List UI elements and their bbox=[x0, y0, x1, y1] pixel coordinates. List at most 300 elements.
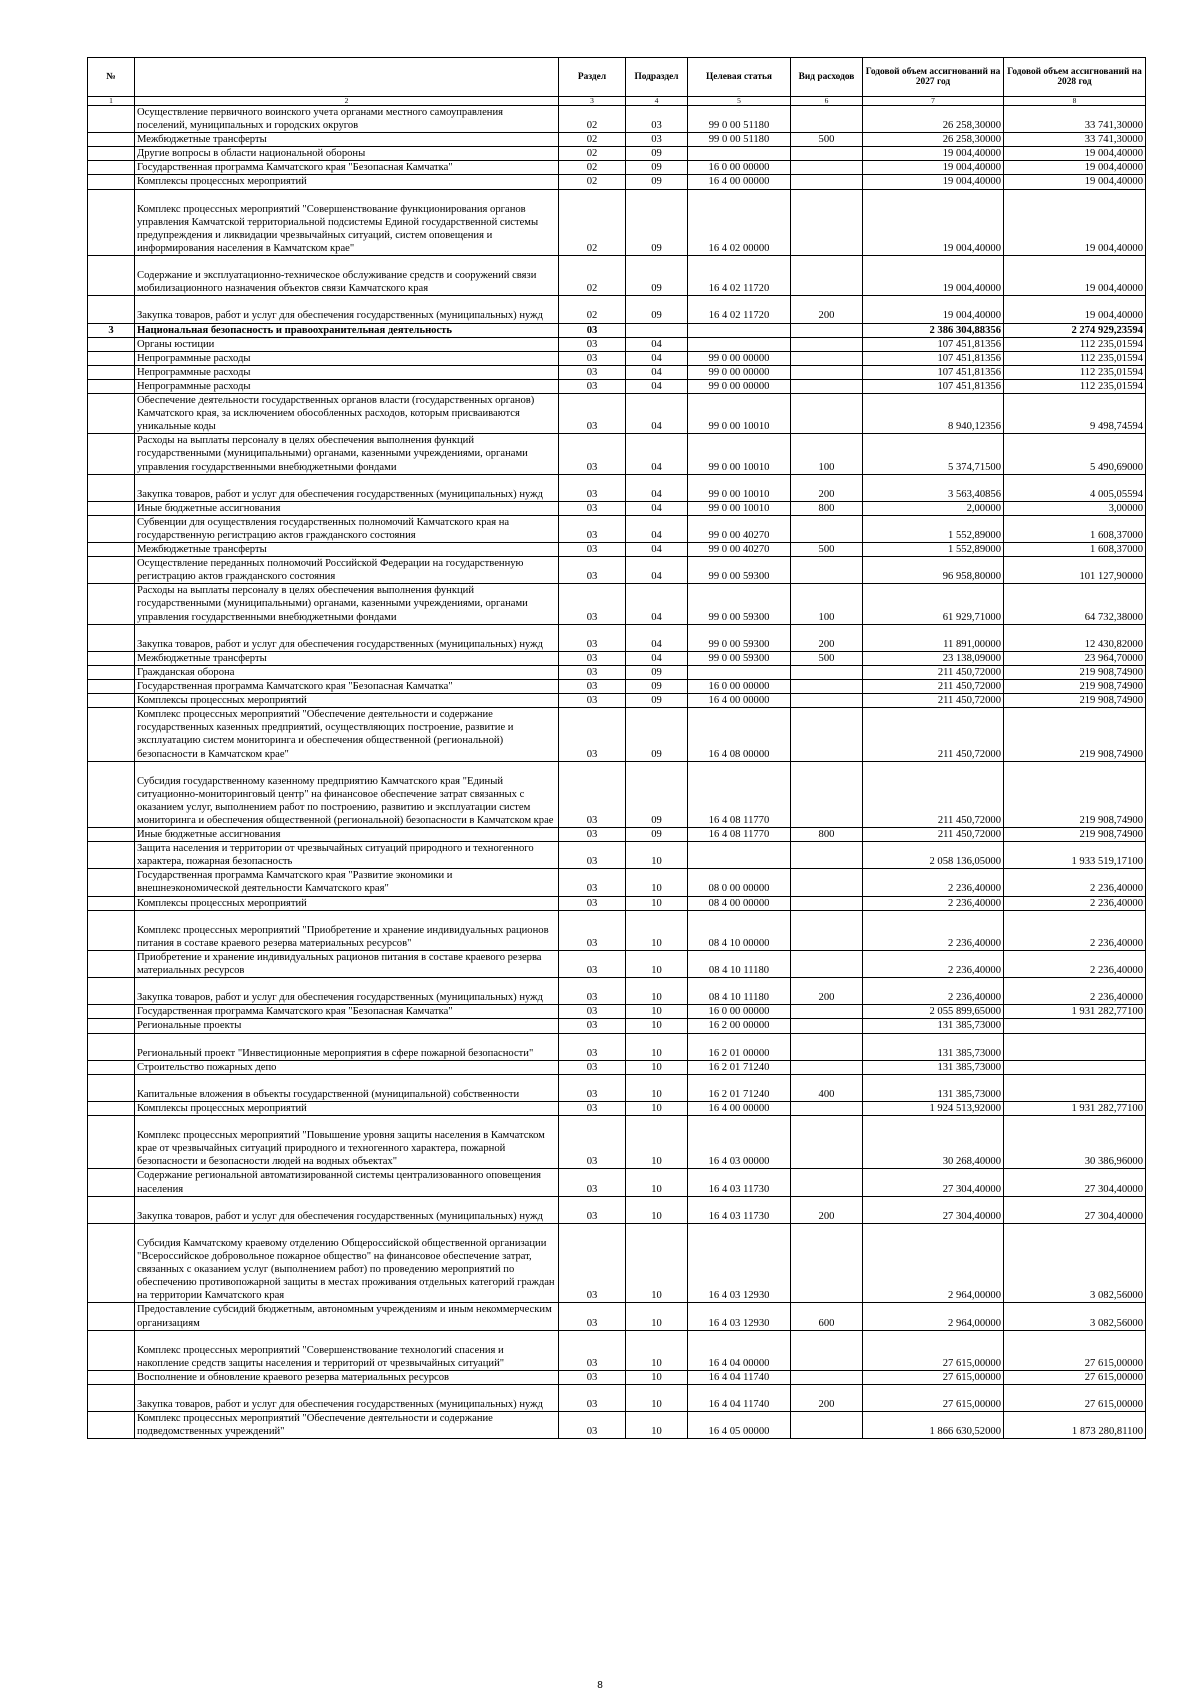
row-number bbox=[88, 950, 135, 977]
row-expense-type: 500 bbox=[791, 543, 863, 557]
row-amount-2028 bbox=[1004, 1019, 1146, 1033]
row-podrazdel: 10 bbox=[626, 1074, 688, 1101]
row-amount-2027: 211 450,72000 bbox=[863, 680, 1004, 694]
row-amount-2027: 26 258,30000 bbox=[863, 106, 1004, 133]
table-row bbox=[88, 189, 1146, 256]
row-razdel: 03 bbox=[559, 665, 626, 679]
row-name: Закупка товаров, работ и услуг для обеспечения государственных (муниципальных) нужд bbox=[135, 978, 559, 1005]
table-row bbox=[88, 133, 1146, 147]
row-number bbox=[88, 708, 135, 761]
row-amount-2028: 3 082,56000 bbox=[1004, 1223, 1146, 1303]
row-podrazdel: 10 bbox=[626, 1116, 688, 1169]
row-number bbox=[88, 256, 135, 296]
row-amount-2027: 2 964,00000 bbox=[863, 1303, 1004, 1330]
row-podrazdel: 04 bbox=[626, 584, 688, 624]
table-row bbox=[88, 175, 1146, 189]
row-razdel: 03 bbox=[559, 950, 626, 977]
row-target-article: 08 4 10 11180 bbox=[688, 950, 791, 977]
row-number bbox=[88, 1370, 135, 1384]
row-amount-2027: 19 004,40000 bbox=[863, 161, 1004, 175]
row-expense-type bbox=[791, 189, 863, 256]
row-number bbox=[88, 501, 135, 515]
table-row bbox=[88, 651, 1146, 665]
row-podrazdel: 09 bbox=[626, 694, 688, 708]
row-podrazdel: 10 bbox=[626, 910, 688, 950]
row-amount-2027: 61 929,71000 bbox=[863, 584, 1004, 624]
row-name: Субсидия государственному казенному предприятию Камчатского края "Единый ситуационно-мониторинговый центр" на финансовое обеспечение затрат связанных с оказанием услуг, выполнением работ по построению, развитию и эксплуатации систем мониторинга и обеспечения общественной (региональной) безопасности в Камчатском крае bbox=[135, 761, 559, 828]
row-number bbox=[88, 1102, 135, 1116]
row-podrazdel: 10 bbox=[626, 869, 688, 896]
row-amount-2028: 30 386,96000 bbox=[1004, 1116, 1146, 1169]
row-number bbox=[88, 147, 135, 161]
row-amount-2028: 5 490,69000 bbox=[1004, 434, 1146, 474]
column-number: 6 bbox=[791, 97, 863, 106]
row-expense-type bbox=[791, 1102, 863, 1116]
row-target-article: 08 0 00 00000 bbox=[688, 869, 791, 896]
row-podrazdel: 09 bbox=[626, 161, 688, 175]
row-expense-type bbox=[791, 161, 863, 175]
row-amount-2027: 19 004,40000 bbox=[863, 147, 1004, 161]
row-number bbox=[88, 543, 135, 557]
row-target-article: 99 0 00 51180 bbox=[688, 133, 791, 147]
row-razdel: 03 bbox=[559, 1303, 626, 1330]
row-name: Комплекс процессных мероприятий "Обеспечение деятельности и содержание государственных казенных предприятий, осуществляющих построение, развитие и эксплуатацию систем мониторинга и обеспечения общественной (региональной) безопасности в Камчатском крае" bbox=[135, 708, 559, 761]
row-number bbox=[88, 978, 135, 1005]
row-name: Органы юстиции bbox=[135, 337, 559, 351]
row-amount-2028: 19 004,40000 bbox=[1004, 256, 1146, 296]
page-number: 8 bbox=[597, 1680, 603, 1691]
table-row bbox=[88, 379, 1146, 393]
row-amount-2028: 19 004,40000 bbox=[1004, 296, 1146, 323]
row-razdel: 03 bbox=[559, 501, 626, 515]
row-number: 3 bbox=[88, 323, 135, 337]
row-amount-2027: 8 940,12356 bbox=[863, 394, 1004, 434]
row-number bbox=[88, 1303, 135, 1330]
row-amount-2027: 2,00000 bbox=[863, 501, 1004, 515]
row-podrazdel: 10 bbox=[626, 1223, 688, 1303]
row-amount-2027: 5 374,71500 bbox=[863, 434, 1004, 474]
row-name: Комплексы процессных мероприятий bbox=[135, 175, 559, 189]
row-podrazdel: 04 bbox=[626, 543, 688, 557]
row-amount-2027: 1 552,89000 bbox=[863, 543, 1004, 557]
row-target-article: 99 0 00 40270 bbox=[688, 543, 791, 557]
row-razdel: 02 bbox=[559, 147, 626, 161]
row-podrazdel: 10 bbox=[626, 1370, 688, 1384]
row-amount-2027: 96 958,80000 bbox=[863, 557, 1004, 584]
row-target-article: 08 4 10 11180 bbox=[688, 978, 791, 1005]
row-name: Обеспечение деятельности государственных органов власти (государственных органов) Камчатского края, за исключением обособленных расходов, которым присваиваются уникальные коды bbox=[135, 394, 559, 434]
row-amount-2027: 2 236,40000 bbox=[863, 978, 1004, 1005]
row-name: Осуществление переданных полномочий Российской Федерации на государственную регистрацию актов гражданского состояния bbox=[135, 557, 559, 584]
row-razdel: 03 bbox=[559, 624, 626, 651]
row-razdel: 03 bbox=[559, 474, 626, 501]
row-razdel: 03 bbox=[559, 543, 626, 557]
row-amount-2028: 27 304,40000 bbox=[1004, 1169, 1146, 1196]
row-podrazdel: 10 bbox=[626, 1412, 688, 1439]
row-razdel: 03 bbox=[559, 1116, 626, 1169]
row-target-article: 08 4 00 00000 bbox=[688, 896, 791, 910]
row-number bbox=[88, 175, 135, 189]
row-target-article: 99 0 00 59300 bbox=[688, 651, 791, 665]
row-number bbox=[88, 828, 135, 842]
row-name: Комплексы процессных мероприятий bbox=[135, 694, 559, 708]
row-amount-2027: 2 236,40000 bbox=[863, 869, 1004, 896]
row-name: Капитальные вложения в объекты государственной (муниципальной) собственности bbox=[135, 1074, 559, 1101]
table-row bbox=[88, 106, 1146, 133]
row-razdel: 02 bbox=[559, 133, 626, 147]
row-target-article: 16 4 08 00000 bbox=[688, 708, 791, 761]
row-razdel: 03 bbox=[559, 708, 626, 761]
row-razdel: 02 bbox=[559, 161, 626, 175]
row-expense-type bbox=[791, 680, 863, 694]
row-expense-type: 600 bbox=[791, 1303, 863, 1330]
header-no: № bbox=[88, 58, 135, 97]
row-name: Гражданская оборона bbox=[135, 665, 559, 679]
row-podrazdel: 04 bbox=[626, 515, 688, 542]
table-row bbox=[88, 501, 1146, 515]
row-amount-2028: 27 615,00000 bbox=[1004, 1385, 1146, 1412]
row-number bbox=[88, 896, 135, 910]
row-amount-2028: 27 304,40000 bbox=[1004, 1196, 1146, 1223]
row-number bbox=[88, 474, 135, 501]
row-target-article: 16 4 08 11770 bbox=[688, 828, 791, 842]
row-amount-2027: 131 385,73000 bbox=[863, 1074, 1004, 1101]
row-expense-type bbox=[791, 351, 863, 365]
row-target-article: 16 4 00 00000 bbox=[688, 694, 791, 708]
row-podrazdel: 04 bbox=[626, 379, 688, 393]
table-row bbox=[88, 761, 1146, 828]
header-target-article: Целевая статья bbox=[688, 58, 791, 97]
row-number bbox=[88, 1169, 135, 1196]
row-name: Непрограммные расходы bbox=[135, 351, 559, 365]
row-expense-type bbox=[791, 869, 863, 896]
row-name: Закупка товаров, работ и услуг для обеспечения государственных (муниципальных) нужд bbox=[135, 1196, 559, 1223]
row-expense-type bbox=[791, 1033, 863, 1060]
row-amount-2028: 1 933 519,17100 bbox=[1004, 842, 1146, 869]
table-row bbox=[88, 1196, 1146, 1223]
row-podrazdel: 04 bbox=[626, 394, 688, 434]
row-amount-2027: 2 964,00000 bbox=[863, 1223, 1004, 1303]
row-target-article: 99 0 00 59300 bbox=[688, 557, 791, 584]
row-name: Межбюджетные трансферты bbox=[135, 651, 559, 665]
row-name: Государственная программа Камчатского края "Безопасная Камчатка" bbox=[135, 161, 559, 175]
row-number bbox=[88, 910, 135, 950]
row-amount-2028: 19 004,40000 bbox=[1004, 175, 1146, 189]
row-target-article: 99 0 00 59300 bbox=[688, 584, 791, 624]
row-razdel: 03 bbox=[559, 651, 626, 665]
row-podrazdel: 10 bbox=[626, 1169, 688, 1196]
row-razdel: 03 bbox=[559, 557, 626, 584]
row-name: Комплекс процессных мероприятий "Обеспечение деятельности и содержание подведомственных учреждений" bbox=[135, 1412, 559, 1439]
row-target-article: 16 4 04 00000 bbox=[688, 1330, 791, 1370]
row-razdel: 02 bbox=[559, 175, 626, 189]
header-name bbox=[135, 58, 559, 97]
row-razdel: 03 bbox=[559, 1169, 626, 1196]
row-amount-2027: 211 450,72000 bbox=[863, 708, 1004, 761]
table-row bbox=[88, 1370, 1146, 1384]
row-razdel: 03 bbox=[559, 1005, 626, 1019]
row-expense-type bbox=[791, 175, 863, 189]
row-number bbox=[88, 434, 135, 474]
row-amount-2028: 2 236,40000 bbox=[1004, 950, 1146, 977]
row-podrazdel: 10 bbox=[626, 1102, 688, 1116]
row-amount-2027: 211 450,72000 bbox=[863, 665, 1004, 679]
row-amount-2027: 27 304,40000 bbox=[863, 1196, 1004, 1223]
row-expense-type bbox=[791, 694, 863, 708]
table-row bbox=[88, 1412, 1146, 1439]
row-amount-2028: 3 082,56000 bbox=[1004, 1303, 1146, 1330]
row-expense-type bbox=[791, 323, 863, 337]
row-number bbox=[88, 189, 135, 256]
table-row bbox=[88, 665, 1146, 679]
row-number bbox=[88, 337, 135, 351]
table-row bbox=[88, 1102, 1146, 1116]
row-number bbox=[88, 133, 135, 147]
row-name: Комплекс процессных мероприятий "Совершенствование технологий спасения и накопление средств защиты населения и территорий от чрезвычайных ситуаций" bbox=[135, 1330, 559, 1370]
row-expense-type bbox=[791, 896, 863, 910]
row-razdel: 03 bbox=[559, 351, 626, 365]
row-number bbox=[88, 351, 135, 365]
row-number bbox=[88, 296, 135, 323]
row-name: Комплекс процессных мероприятий "Совершенствование функционирования органов управления Камчатской территориальной подсистемы Единой государственной системы предупреждения и ликвидации чрезвычайных ситуаций, систем оповещения и информирования населения в Камчатском крае" bbox=[135, 189, 559, 256]
row-amount-2027: 1 866 630,52000 bbox=[863, 1412, 1004, 1439]
row-number bbox=[88, 1033, 135, 1060]
table-row bbox=[88, 1385, 1146, 1412]
row-expense-type bbox=[791, 1019, 863, 1033]
row-expense-type: 200 bbox=[791, 1385, 863, 1412]
row-podrazdel: 04 bbox=[626, 474, 688, 501]
table-row bbox=[88, 1074, 1146, 1101]
row-target-article bbox=[688, 337, 791, 351]
budget-table bbox=[87, 57, 1146, 1439]
row-name: Закупка товаров, работ и услуг для обеспечения государственных (муниципальных) нужд bbox=[135, 624, 559, 651]
row-podrazdel: 04 bbox=[626, 651, 688, 665]
row-amount-2027: 27 615,00000 bbox=[863, 1385, 1004, 1412]
column-number: 4 bbox=[626, 97, 688, 106]
table-row bbox=[88, 351, 1146, 365]
row-target-article: 16 2 01 71240 bbox=[688, 1074, 791, 1101]
row-target-article: 99 0 00 00000 bbox=[688, 379, 791, 393]
row-number bbox=[88, 161, 135, 175]
row-expense-type: 400 bbox=[791, 1074, 863, 1101]
table-row bbox=[88, 543, 1146, 557]
row-amount-2028: 19 004,40000 bbox=[1004, 161, 1146, 175]
table-row bbox=[88, 708, 1146, 761]
row-amount-2027: 27 615,00000 bbox=[863, 1330, 1004, 1370]
row-target-article: 16 4 02 11720 bbox=[688, 296, 791, 323]
row-expense-type: 100 bbox=[791, 584, 863, 624]
header-podrazdel: Подраздел bbox=[626, 58, 688, 97]
row-number bbox=[88, 1412, 135, 1439]
row-amount-2027: 19 004,40000 bbox=[863, 256, 1004, 296]
row-number bbox=[88, 624, 135, 651]
row-amount-2027: 107 451,81356 bbox=[863, 337, 1004, 351]
row-expense-type bbox=[791, 1116, 863, 1169]
row-razdel: 03 bbox=[559, 896, 626, 910]
table-row bbox=[88, 1223, 1146, 1303]
row-amount-2027: 131 385,73000 bbox=[863, 1033, 1004, 1060]
row-amount-2028: 101 127,90000 bbox=[1004, 557, 1146, 584]
row-name: Закупка товаров, работ и услуг для обеспечения государственных (муниципальных) нужд bbox=[135, 1385, 559, 1412]
row-name: Иные бюджетные ассигнования bbox=[135, 828, 559, 842]
row-razdel: 03 bbox=[559, 1033, 626, 1060]
row-podrazdel: 04 bbox=[626, 557, 688, 584]
row-razdel: 03 bbox=[559, 379, 626, 393]
row-number bbox=[88, 584, 135, 624]
row-target-article: 16 4 03 12930 bbox=[688, 1303, 791, 1330]
row-name: Субвенции для осуществления государственных полномочий Камчатского края на государственную регистрацию актов гражданского состояния bbox=[135, 515, 559, 542]
table-row bbox=[88, 365, 1146, 379]
row-amount-2028: 1 931 282,77100 bbox=[1004, 1005, 1146, 1019]
row-number bbox=[88, 1116, 135, 1169]
row-amount-2028: 19 004,40000 bbox=[1004, 147, 1146, 161]
row-target-article: 16 2 01 71240 bbox=[688, 1060, 791, 1074]
table-row bbox=[88, 1005, 1146, 1019]
row-name: Региональные проекты bbox=[135, 1019, 559, 1033]
row-amount-2028: 219 908,74900 bbox=[1004, 694, 1146, 708]
row-amount-2028: 2 236,40000 bbox=[1004, 869, 1146, 896]
header-expense-type: Вид расходов bbox=[791, 58, 863, 97]
row-podrazdel: 10 bbox=[626, 1033, 688, 1060]
row-target-article: 99 0 00 10010 bbox=[688, 501, 791, 515]
row-razdel: 03 bbox=[559, 680, 626, 694]
row-number bbox=[88, 106, 135, 133]
row-name: Приобретение и хранение индивидуальных рационов питания в составе краевого резерва материальных ресурсов bbox=[135, 950, 559, 977]
row-expense-type: 100 bbox=[791, 434, 863, 474]
row-target-article: 16 0 00 00000 bbox=[688, 161, 791, 175]
row-target-article bbox=[688, 842, 791, 869]
row-amount-2027: 19 004,40000 bbox=[863, 189, 1004, 256]
row-amount-2028: 1 931 282,77100 bbox=[1004, 1102, 1146, 1116]
row-amount-2027: 27 615,00000 bbox=[863, 1370, 1004, 1384]
row-podrazdel: 10 bbox=[626, 950, 688, 977]
column-number: 5 bbox=[688, 97, 791, 106]
row-number bbox=[88, 842, 135, 869]
row-razdel: 03 bbox=[559, 978, 626, 1005]
row-target-article: 99 0 00 51180 bbox=[688, 106, 791, 133]
row-name: Непрограммные расходы bbox=[135, 365, 559, 379]
row-amount-2027: 211 450,72000 bbox=[863, 694, 1004, 708]
row-target-article: 08 4 10 00000 bbox=[688, 910, 791, 950]
row-name: Межбюджетные трансферты bbox=[135, 543, 559, 557]
row-expense-type bbox=[791, 379, 863, 393]
row-podrazdel: 10 bbox=[626, 842, 688, 869]
row-number bbox=[88, 694, 135, 708]
row-razdel: 02 bbox=[559, 106, 626, 133]
row-podrazdel: 09 bbox=[626, 175, 688, 189]
row-expense-type: 200 bbox=[791, 624, 863, 651]
row-podrazdel bbox=[626, 323, 688, 337]
row-number bbox=[88, 394, 135, 434]
row-expense-type bbox=[791, 708, 863, 761]
row-expense-type: 200 bbox=[791, 474, 863, 501]
row-expense-type: 200 bbox=[791, 296, 863, 323]
column-number-row bbox=[88, 97, 1146, 106]
header-row bbox=[88, 58, 1146, 97]
row-target-article: 16 4 03 00000 bbox=[688, 1116, 791, 1169]
row-number bbox=[88, 1330, 135, 1370]
row-razdel: 03 bbox=[559, 694, 626, 708]
table-row bbox=[88, 557, 1146, 584]
row-amount-2028: 27 615,00000 bbox=[1004, 1370, 1146, 1384]
row-razdel: 03 bbox=[559, 761, 626, 828]
row-number bbox=[88, 365, 135, 379]
row-podrazdel: 10 bbox=[626, 1019, 688, 1033]
row-name: Государственная программа Камчатского края "Безопасная Камчатка" bbox=[135, 680, 559, 694]
row-podrazdel: 09 bbox=[626, 256, 688, 296]
row-amount-2027: 2 386 304,88356 bbox=[863, 323, 1004, 337]
row-name: Национальная безопасность и правоохранительная деятельность bbox=[135, 323, 559, 337]
row-amount-2027: 107 451,81356 bbox=[863, 351, 1004, 365]
table-row bbox=[88, 950, 1146, 977]
row-name: Субсидия Камчатскому краевому отделению Общероссийской общественной организации "Всероссийское добровольное пожарное общество" на финансовое обеспечение затрат, связанных с оказанием услуг (выполнением работ) по проведению мероприятий по обеспечению противопожарной защиты в местах проживания отдельных категорий граждан на территории Камчатского края bbox=[135, 1223, 559, 1303]
row-expense-type bbox=[791, 365, 863, 379]
row-razdel: 03 bbox=[559, 584, 626, 624]
row-amount-2028: 1 608,37000 bbox=[1004, 543, 1146, 557]
row-amount-2028: 2 236,40000 bbox=[1004, 910, 1146, 950]
header-amount-2027: Годовой объем ассигнований на 2027 год bbox=[863, 58, 1004, 97]
row-number bbox=[88, 869, 135, 896]
table-row bbox=[88, 147, 1146, 161]
row-expense-type bbox=[791, 842, 863, 869]
table-row bbox=[88, 896, 1146, 910]
table-row bbox=[88, 624, 1146, 651]
row-amount-2028: 112 235,01594 bbox=[1004, 351, 1146, 365]
table-row bbox=[88, 161, 1146, 175]
row-amount-2027: 3 563,40856 bbox=[863, 474, 1004, 501]
row-target-article: 16 4 02 00000 bbox=[688, 189, 791, 256]
row-amount-2027: 2 058 136,05000 bbox=[863, 842, 1004, 869]
row-expense-type bbox=[791, 394, 863, 434]
row-podrazdel: 10 bbox=[626, 1005, 688, 1019]
row-number bbox=[88, 557, 135, 584]
row-target-article: 16 4 00 00000 bbox=[688, 1102, 791, 1116]
row-razdel: 03 bbox=[559, 842, 626, 869]
column-number: 3 bbox=[559, 97, 626, 106]
row-amount-2027: 19 004,40000 bbox=[863, 296, 1004, 323]
row-amount-2027: 211 450,72000 bbox=[863, 761, 1004, 828]
row-razdel: 03 bbox=[559, 1330, 626, 1370]
row-target-article bbox=[688, 665, 791, 679]
row-expense-type bbox=[791, 106, 863, 133]
row-podrazdel: 03 bbox=[626, 106, 688, 133]
row-razdel: 03 bbox=[559, 1370, 626, 1384]
row-target-article: 99 0 00 00000 bbox=[688, 365, 791, 379]
row-amount-2028: 2 274 929,23594 bbox=[1004, 323, 1146, 337]
table-row bbox=[88, 474, 1146, 501]
row-razdel: 03 bbox=[559, 1060, 626, 1074]
table-row bbox=[88, 1116, 1146, 1169]
row-amount-2027: 2 236,40000 bbox=[863, 910, 1004, 950]
row-razdel: 03 bbox=[559, 1102, 626, 1116]
row-podrazdel: 04 bbox=[626, 351, 688, 365]
row-amount-2027: 2 236,40000 bbox=[863, 896, 1004, 910]
row-target-article: 99 0 00 10010 bbox=[688, 474, 791, 501]
row-podrazdel: 10 bbox=[626, 978, 688, 1005]
row-expense-type bbox=[791, 256, 863, 296]
row-amount-2027: 107 451,81356 bbox=[863, 365, 1004, 379]
row-expense-type: 500 bbox=[791, 133, 863, 147]
row-razdel: 03 bbox=[559, 1196, 626, 1223]
row-amount-2028: 219 908,74900 bbox=[1004, 708, 1146, 761]
row-amount-2027: 107 451,81356 bbox=[863, 379, 1004, 393]
table-body bbox=[88, 106, 1146, 1439]
row-expense-type bbox=[791, 950, 863, 977]
row-razdel: 03 bbox=[559, 394, 626, 434]
row-expense-type: 200 bbox=[791, 978, 863, 1005]
row-number bbox=[88, 1060, 135, 1074]
column-number: 2 bbox=[135, 97, 559, 106]
